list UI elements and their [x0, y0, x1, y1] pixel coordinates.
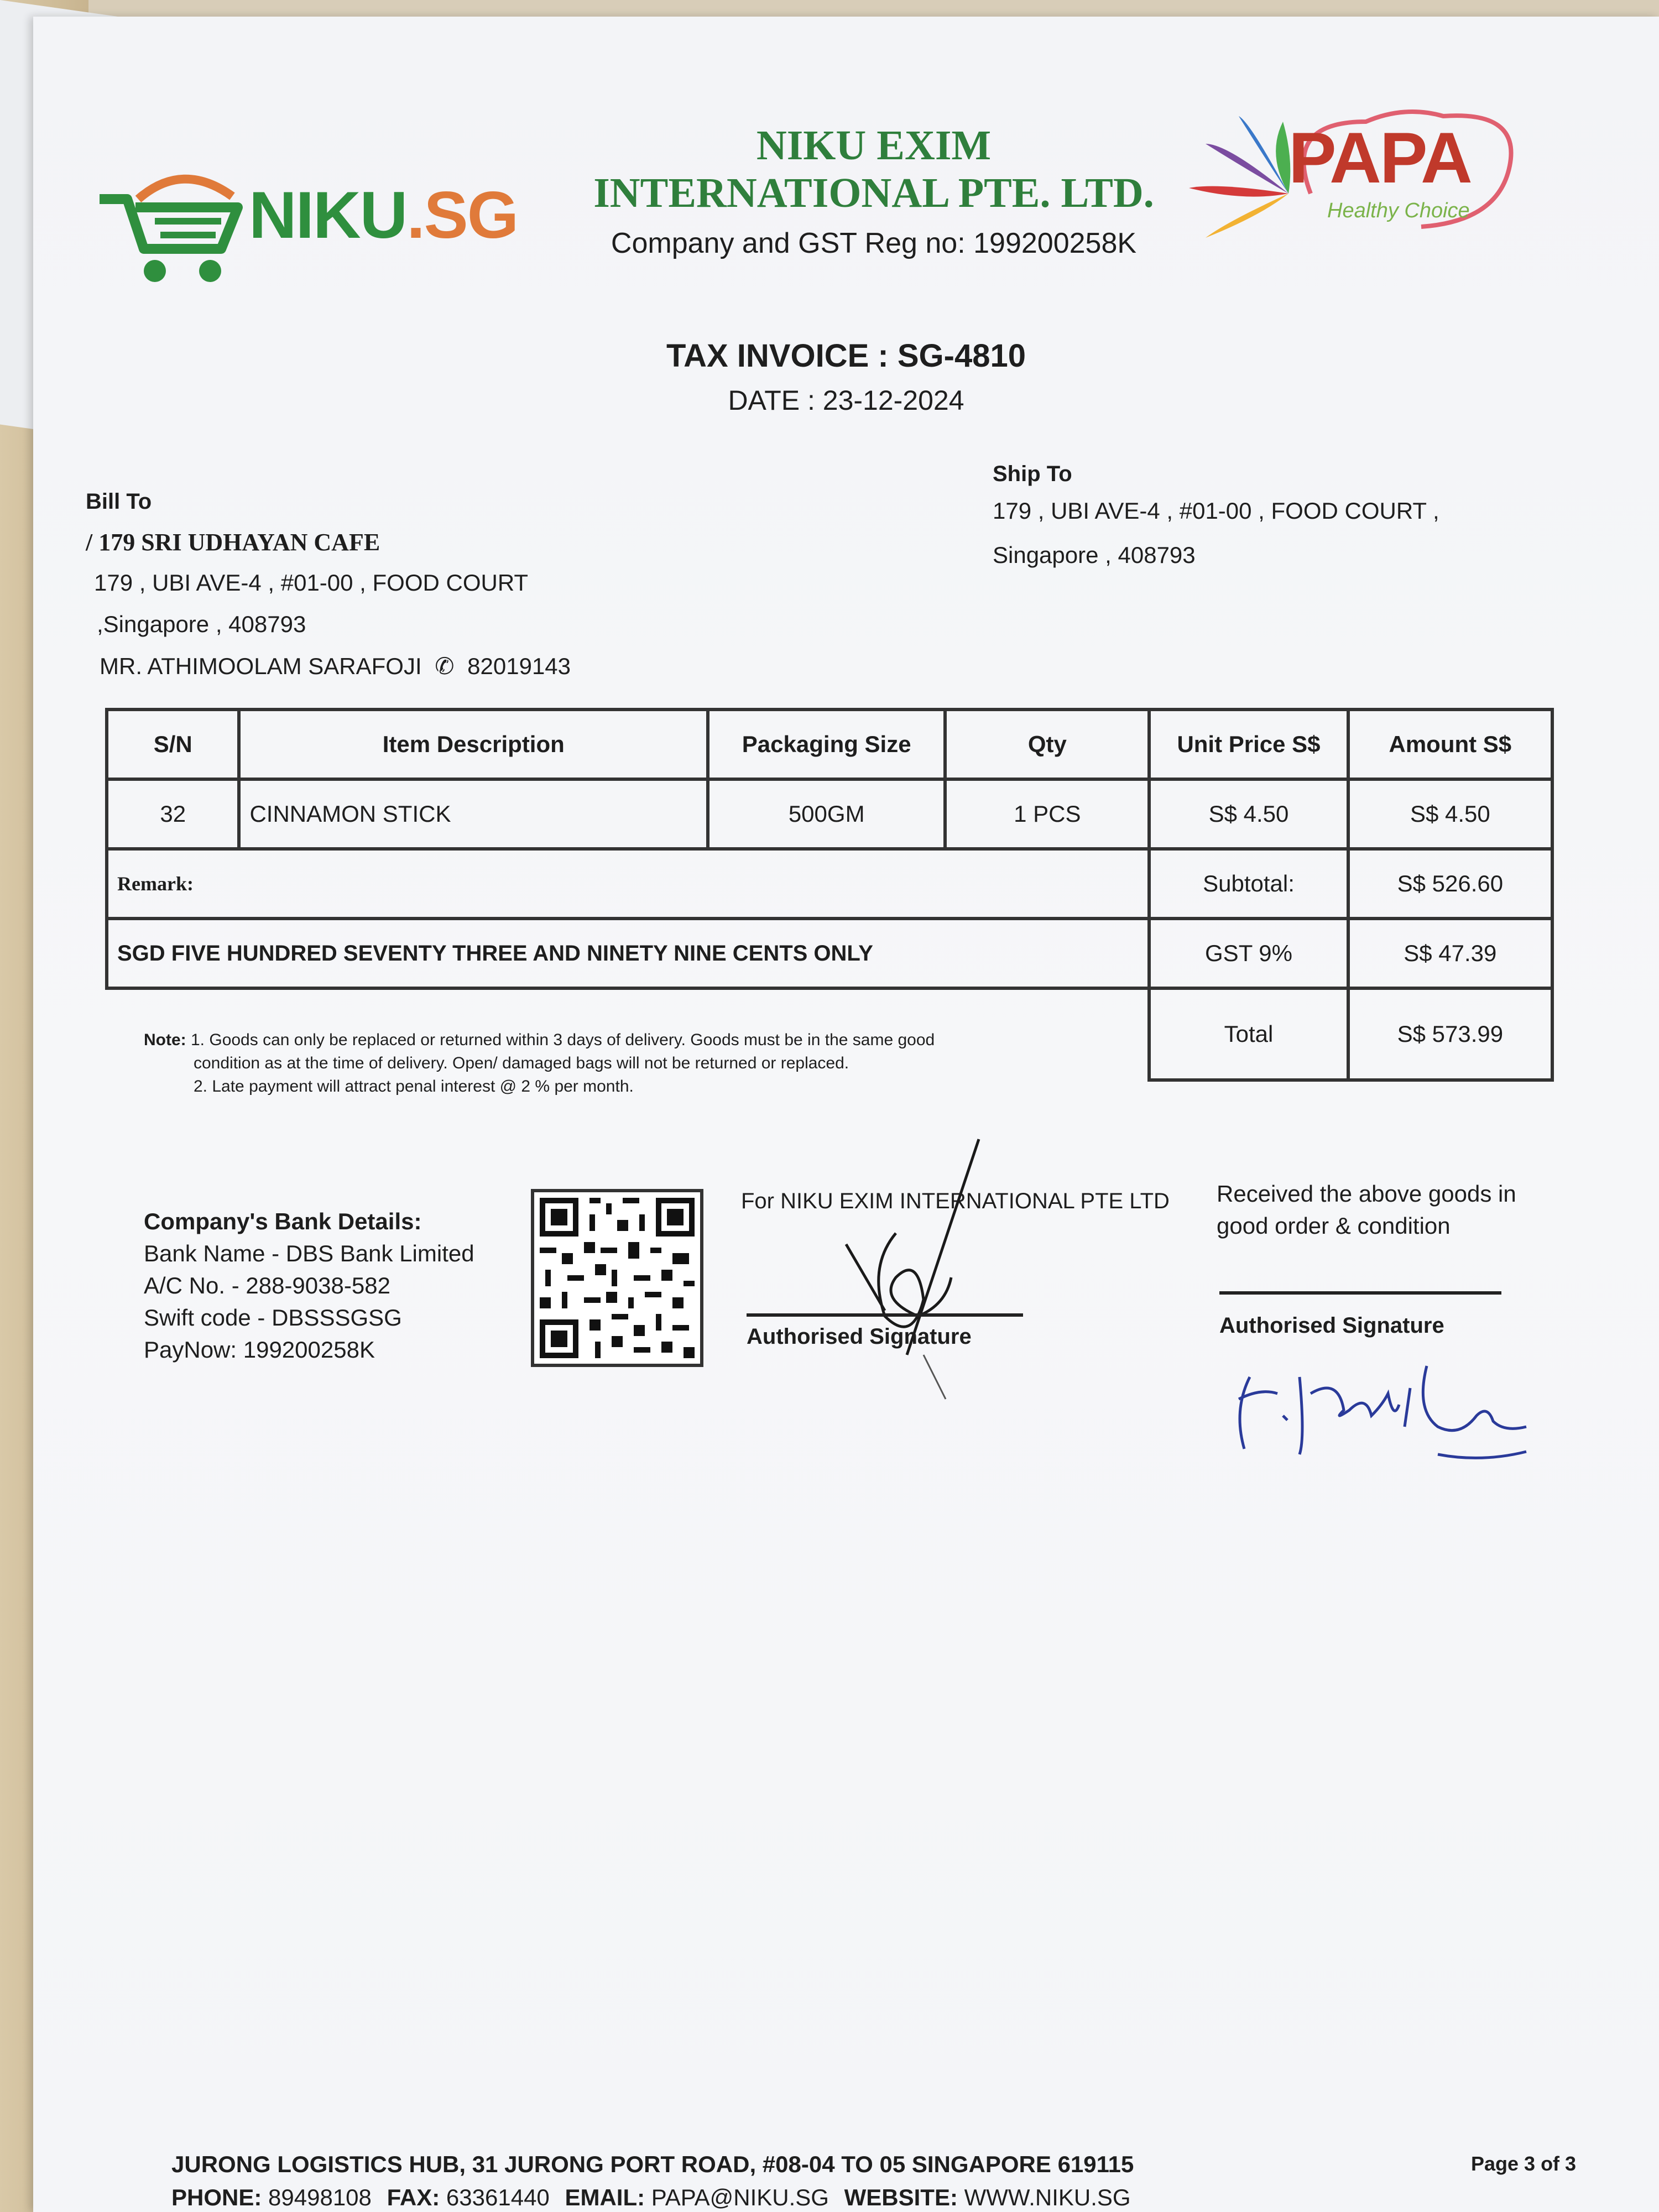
received-statement: [1217, 1178, 1516, 1242]
footer-website-label: WEBSITE:: [844, 2184, 958, 2210]
ship-to-address2: Singapore , 408793: [993, 542, 1196, 568]
cell-amount: S$ 4.50: [1348, 779, 1552, 849]
invoice-page: [33, 17, 1659, 2212]
received-line1: Received the above goods in: [1217, 1181, 1516, 1207]
paynow-qr-code[interactable]: [531, 1189, 703, 1367]
bill-to-address1: 179 , UBI AVE-4 , #01-00 , FOOD COURT: [94, 570, 529, 596]
invoice-date: DATE : 23-12-2024: [728, 385, 964, 416]
invoice-title: TAX INVOICE : SG-4810: [666, 338, 1026, 374]
customer-signature-line: [1219, 1291, 1501, 1295]
niku-logo: [88, 155, 518, 288]
terms-notes: [144, 1029, 1139, 1098]
phone-icon: ✆: [435, 653, 455, 679]
received-line2: good order & condition: [1217, 1213, 1451, 1239]
page-number: Page 3 of 3: [1471, 2152, 1577, 2175]
bank-title: Company's Bank Details:: [144, 1208, 422, 1234]
bank-account: A/C No. - 288-9038-582: [144, 1272, 390, 1298]
papa-logo-text: PAPA: [1288, 117, 1471, 198]
note-label: Note:: [144, 1031, 186, 1049]
bill-to-label: Bill To: [86, 489, 152, 514]
company-reg-number: Company and GST Reg no: 199200258K: [611, 227, 1137, 259]
amount-in-words: SGD FIVE HUNDRED SEVENTY THREE AND NINETY NINE CENTS ONLY: [107, 919, 1149, 988]
papa-logo-tagline: Healthy Choice: [1327, 199, 1470, 222]
col-amount: Amount S$: [1348, 709, 1552, 779]
footer-email-label: EMAIL:: [565, 2184, 645, 2210]
total-label: Total: [1149, 988, 1348, 1080]
footer-address: JURONG LOGISTICS HUB, 31 JURONG PORT ROAD, #08-04 TO 05 SINGAPORE 619115: [171, 2151, 1134, 2177]
gst-label: GST 9%: [1149, 919, 1348, 988]
note-line2: 2. Late payment will attract penal interest @ 2 % per month.: [194, 1077, 634, 1095]
bank-name: Bank Name - DBS Bank Limited: [144, 1240, 474, 1266]
contact-phone: 82019143: [467, 653, 571, 679]
table-header-row: [107, 709, 1552, 779]
company-name: NIKU EXIM INTERNATIONAL PTE. LTD.: [593, 122, 1154, 216]
bill-to-contact: [100, 653, 571, 680]
remark-label: Remark:: [107, 849, 1149, 919]
footer-contacts: [171, 2184, 1131, 2211]
customer-signature-label: Authorised Signature: [1219, 1313, 1444, 1338]
subtotal-label: Subtotal:: [1149, 849, 1348, 919]
gst-value: S$ 47.39: [1348, 919, 1552, 988]
footer-website[interactable]: WWW.NIKU.SG: [964, 2184, 1131, 2210]
bill-to-name: / 179 SRI UDHAYAN CAFE: [86, 529, 380, 556]
ship-to-address1: 179 , UBI AVE-4 , #01-00 , FOOD COURT ,: [993, 498, 1439, 524]
cell-packaging-size: 500GM: [708, 779, 945, 849]
subtotal-value: S$ 526.60: [1348, 849, 1552, 919]
note-line1: 1. Goods can only be replaced or returned within 3 days of delivery. Goods must be in the same good: [191, 1031, 935, 1049]
footer-phone: 89498108: [268, 2184, 372, 2210]
bill-to-address2: ,Singapore , 408793: [97, 611, 306, 637]
amount-words-row: [107, 919, 1552, 988]
table-row: [107, 779, 1552, 849]
customer-signature: [1228, 1344, 1571, 1471]
note-line1b: condition as at the time of delivery. Open/ damaged bags will not be returned or replaced.: [194, 1054, 849, 1072]
bank-paynow: PayNow: 199200258K: [144, 1337, 375, 1363]
invoice-table: [105, 708, 1554, 1082]
col-qty: Qty: [945, 709, 1149, 779]
shopping-cart-icon: [88, 166, 254, 288]
papa-logo: [1183, 100, 1526, 254]
cell-item-description: CINNAMON STICK: [239, 779, 708, 849]
total-value: S$ 573.99: [1348, 988, 1552, 1080]
company-signature-line: [747, 1313, 1023, 1317]
col-item-description: Item Description: [239, 709, 708, 779]
niku-logo-text: NIKU.SG: [249, 178, 518, 252]
company-signature: [785, 1134, 1018, 1410]
ship-to-label: Ship To: [993, 462, 1072, 486]
footer-email[interactable]: PAPA@NIKU.SG: [651, 2184, 829, 2210]
cell-unit-price: S$ 4.50: [1149, 779, 1348, 849]
company-signature-label: Authorised Signature: [747, 1324, 972, 1349]
contact-name: MR. ATHIMOOLAM SARAFOJI: [100, 653, 422, 679]
bank-swift: Swift code - DBSSSGSG: [144, 1305, 402, 1331]
cell-qty: 1 PCS: [945, 779, 1149, 849]
col-sn: S/N: [107, 709, 239, 779]
bank-details: [144, 1206, 474, 1366]
cell-sn: 32: [107, 779, 239, 849]
remark-row: [107, 849, 1552, 919]
col-unit-price: Unit Price S$: [1149, 709, 1348, 779]
footer-fax: 63361440: [446, 2184, 550, 2210]
company-for-label: For NIKU EXIM INTERNATIONAL PTE LTD: [741, 1189, 1170, 1213]
footer-phone-label: PHONE:: [171, 2184, 262, 2210]
col-packaging-size: Packaging Size: [708, 709, 945, 779]
qr-code-icon: [534, 1192, 700, 1364]
footer-fax-label: FAX:: [387, 2184, 440, 2210]
